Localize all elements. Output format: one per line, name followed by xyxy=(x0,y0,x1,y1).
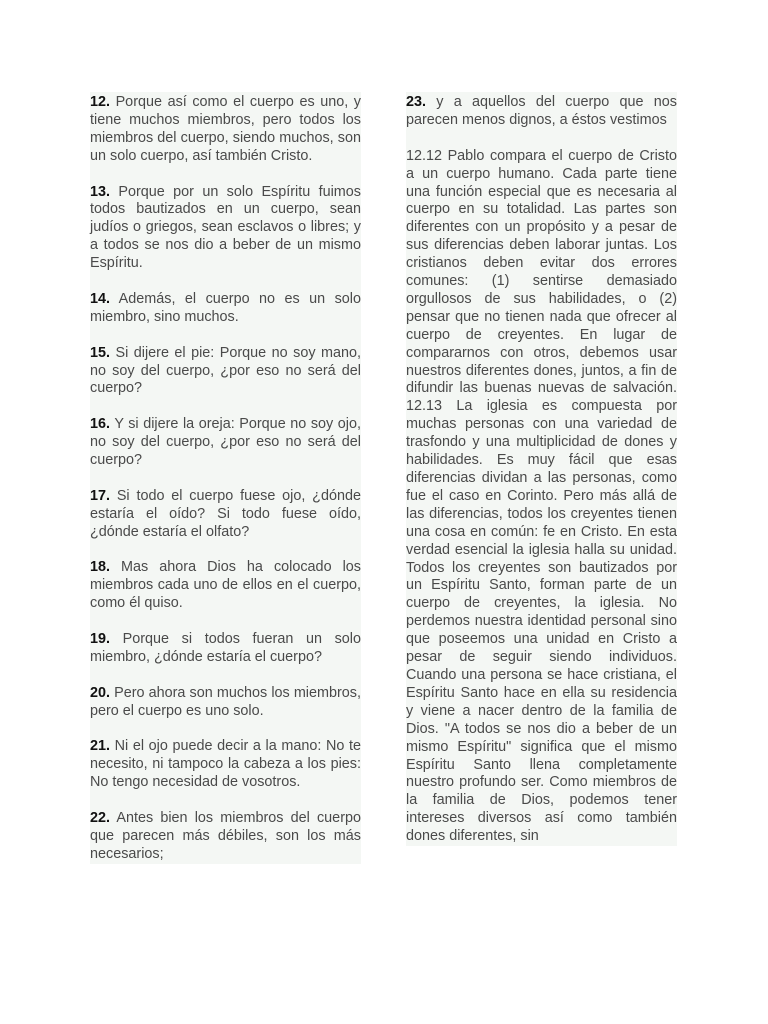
verse-19 xyxy=(90,631,361,667)
verse-20 xyxy=(90,685,361,721)
verse-text: Además, el cuerpo no es un solo miembro, sino muchos. xyxy=(90,290,361,325)
verse-14 xyxy=(90,291,361,327)
verse-text: Porque si todos fueran un solo miembro, ¿dónde estaría el cuerpo? xyxy=(90,631,361,665)
verse-text: Antes bien los miembros del cuerpo que parecen más débiles, son los más necesarios; xyxy=(90,810,361,862)
verse-number: 18. xyxy=(90,559,111,576)
verse-number: 21. xyxy=(90,738,111,755)
verse-16 xyxy=(90,416,361,470)
verse-text: Mas ahora Dios ha colocado los miembros cada uno de ellos en el cuerpo, como él quiso. xyxy=(90,559,361,612)
verse-number: 13. xyxy=(90,183,111,200)
verse-text: Si todo el cuerpo fuese ojo, ¿dónde estaría el oído? Si todo fuese oído, ¿dónde estaría el olfato? xyxy=(90,487,361,540)
verse-18 xyxy=(90,559,361,613)
verse-text: Ni el ojo puede decir a la mano: No te necesito, ni tampoco la cabeza a los pies: No tengo necesidad de vosotros. xyxy=(90,738,361,791)
verse-text: Pero ahora son muchos los miembros, pero el cuerpo es uno solo. xyxy=(90,684,361,719)
verse-12 xyxy=(90,94,361,166)
verse-number: 20. xyxy=(90,684,111,701)
verse-number: 14. xyxy=(90,290,111,307)
verse-number: 19. xyxy=(90,631,111,648)
verse-15 xyxy=(90,345,361,399)
verse-22 xyxy=(90,810,361,864)
verse-text: y a aquellos del cuerpo que nos parecen menos dignos, a éstos vestimos xyxy=(406,94,677,128)
left-column xyxy=(90,92,361,864)
right-column xyxy=(406,92,677,846)
verse-number: 12. xyxy=(90,94,111,110)
verse-21 xyxy=(90,738,361,792)
commentary-paragraph: 12.12 Pablo compara el cuerpo de Cristo a un cuerpo humano. Cada parte tiene una función especial que es necesaria al cuerpo en su totalidad. Las partes son diferentes con un propósito y a pesar de sus diferencias deben laborar juntas. Los cristianos deben evitar dos errores comunes: (1) sentirse demasiado orgullosos de sus habilidades, o (2) pensar que no tienen nada que ofrecer al cuerpo de creyentes. En lugar de compararnos con otros, debemos usar nuestros diferentes dones, juntos, a fin de difundir las buenas nuevas de salvación. 12.13 La iglesia es compuesta por muchas personas con una variedad de trasfondo y una multiplicidad de dones y habilidades. Es muy fácil que esas diferencias dividan a las personas, como fue el caso en Corinto. Pero más allá de las diferencias, todos los creyentes tienen una cosa en común: fe en Cristo. En esta verdad esencial la iglesia halla su unidad. Todos los creyentes son bautizados por un Espíritu Santo, forman parte de un cuerpo de creyentes, la iglesia. No perdemos nuestra identidad personal sino que poseemos una unidad en Cristo a pesar de seguir siendo individuos. Cuando una persona se hace cristiana, el Espíritu Santo hace en ella su residencia y viene a nacer dentro de la familia de Dios. "A todos se nos dio a beber de un mismo Espíritu" significa que el mismo Espíritu Santo llena completamente nuestro profundo ser. Como miembros de la familia de Dios, podemos tener intereses diversos así como también dones diferentes, sin xyxy=(406,147,677,845)
verse-text: Y si dijere la oreja: Porque no soy ojo, no soy del cuerpo, ¿por eso no será del cuerpo? xyxy=(90,416,361,469)
verse-number: 17. xyxy=(90,487,111,504)
verse-23 xyxy=(406,94,677,130)
verse-number: 16. xyxy=(90,416,111,433)
verse-number: 15. xyxy=(90,344,111,361)
verse-text: Porque por un solo Espíritu fuimos todos bautizados en un cuerpo, sean judíos o griegos, sean esclavos o libres; y a todos se nos dio a beber de un mismo Espíritu. xyxy=(90,183,361,272)
verse-17 xyxy=(90,488,361,542)
verse-number: 22. xyxy=(90,810,111,827)
verse-text: Si dijere el pie: Porque no soy mano, no soy del cuerpo, ¿por eso no será del cuerpo? xyxy=(90,344,361,397)
verse-number: 23. xyxy=(406,94,427,110)
verse-13 xyxy=(90,184,361,274)
verse-text: Porque así como el cuerpo es uno, y tiene muchos miembros, pero todos los miembros del cuerpo, siendo muchos, son un solo cuerpo, así también Cristo. xyxy=(90,94,361,164)
